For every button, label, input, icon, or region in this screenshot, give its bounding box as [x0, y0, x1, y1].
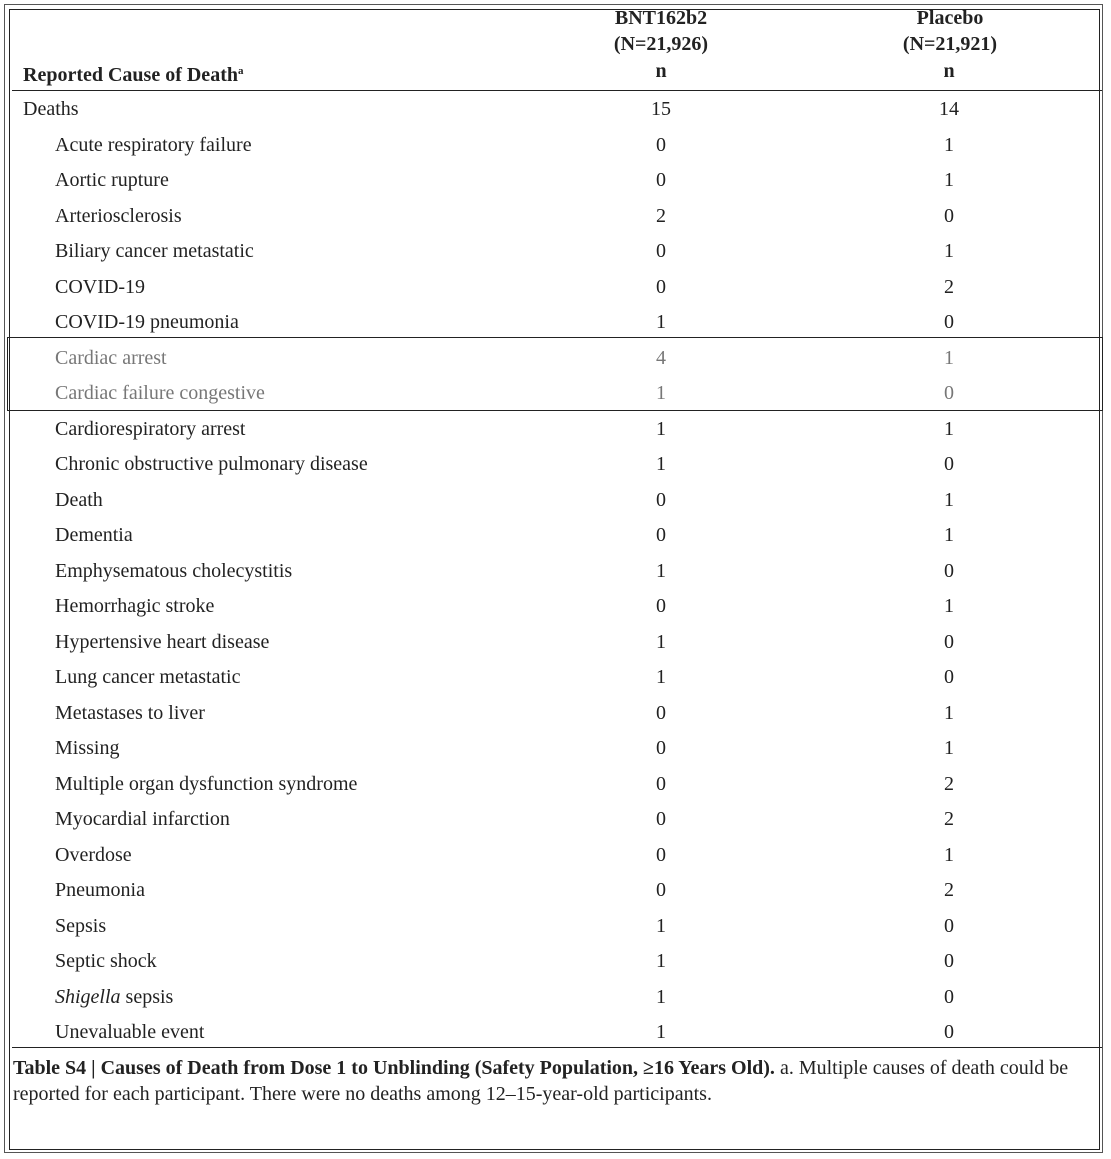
table-row: [12, 517, 1102, 552]
row-bnt162b2-count: 1: [656, 382, 666, 404]
table-row: [12, 304, 1102, 339]
table-row: [12, 1014, 1102, 1049]
row-bnt162b2-count: 1: [656, 311, 666, 333]
row-placebo-count: 1: [944, 346, 954, 369]
row-bnt162b2-count: 1: [656, 630, 666, 653]
table-row: [12, 908, 1102, 943]
row-placebo-count: 0: [944, 311, 954, 333]
row-bnt162b2-count: 0: [656, 701, 666, 724]
row-bnt162b2-count: 0: [656, 808, 666, 830]
row-cause-label: Hypertensive heart disease: [55, 630, 270, 653]
row-placebo-count: 1: [944, 169, 954, 191]
row-cause-label: Acute respiratory failure: [55, 133, 252, 156]
row-bnt162b2-count: 1: [656, 559, 666, 582]
row-bnt162b2-count: 1: [656, 1021, 666, 1043]
row-placebo-count: 1: [944, 488, 954, 511]
row-cause-label: Cardiac arrest: [55, 346, 167, 369]
row-placebo-count: 0: [944, 559, 954, 582]
row-placebo-count: 1: [944, 133, 954, 156]
table-row: [12, 553, 1102, 588]
row-placebo-count: 1: [944, 524, 954, 546]
highlight-box: [7, 337, 1103, 411]
table-row: [12, 269, 1102, 304]
row-cause-label: Sepsis: [55, 914, 107, 937]
row-cause-label: Hemorrhagic stroke: [55, 595, 215, 617]
row-bnt162b2-count: 4: [656, 346, 666, 369]
row-cause-label: Overdose: [55, 843, 132, 866]
row-bnt162b2-count: 0: [656, 488, 666, 511]
row-cause-label: Pneumonia: [55, 879, 145, 901]
row-placebo-count: 0: [944, 204, 954, 227]
row-placebo-count: 0: [944, 666, 954, 688]
caption-title: Table S4 | Causes of Death from Dose 1 to Unblinding (Safety Population, ≥16 Years Old).: [13, 1057, 775, 1079]
row-cause-label-italic: Shigella: [55, 985, 121, 1008]
table-row: [12, 659, 1102, 694]
row-placebo-count: 2: [944, 772, 954, 795]
col-header-placebo-unit: n: [943, 60, 955, 82]
table-row: [12, 943, 1102, 978]
row-placebo-count: 0: [944, 382, 954, 404]
table-row: [12, 233, 1102, 268]
table-row: [12, 588, 1102, 623]
row-cause-label: Dementia: [55, 524, 133, 546]
row-bnt162b2-count: 0: [656, 240, 666, 262]
table-row: [12, 801, 1102, 836]
table-row: [12, 766, 1102, 801]
row-cause-label: Emphysematous cholecystitis: [55, 559, 293, 582]
row-cause-label: Arteriosclerosis: [55, 204, 182, 227]
col-header-placebo: [890, 5, 1010, 57]
table-row: [12, 127, 1102, 162]
row-bnt162b2-count: 2: [656, 204, 666, 227]
row-placebo-count: 1: [944, 595, 954, 617]
row-bnt162b2-count: 0: [656, 595, 666, 617]
row-cause-label: Multiple organ dysfunction syndrome: [55, 772, 358, 795]
row-cause-label: [55, 984, 173, 1010]
row-cause-label: Metastases to liver: [55, 701, 205, 724]
row-bnt162b2-count: 0: [656, 169, 666, 191]
table-row: [12, 411, 1102, 446]
table-row: [12, 446, 1102, 481]
table-row: [12, 730, 1102, 765]
row-placebo-count: 0: [944, 985, 954, 1008]
table-row: [12, 872, 1102, 907]
table-row: [12, 198, 1102, 233]
row-bnt162b2-count: 1: [656, 453, 666, 475]
row-bnt162b2-count: 1: [656, 417, 666, 440]
row-cause-label: Chronic obstructive pulmonary disease: [55, 453, 368, 475]
row-cause-label: Aortic rupture: [55, 169, 169, 191]
row-cause-label: Unevaluable event: [55, 1021, 205, 1043]
row-bnt162b2-count: 0: [656, 843, 666, 866]
row-placebo-count: 0: [944, 453, 954, 475]
table-row: [12, 91, 1102, 126]
row-bnt162b2-count: 0: [656, 737, 666, 759]
row-cause-label: Myocardial infarction: [55, 808, 230, 830]
col-header-cause-text: Reported Cause of Death: [23, 64, 238, 86]
row-placebo-count: 2: [944, 275, 954, 298]
row-bnt162b2-count: 0: [656, 524, 666, 546]
table-row: [12, 482, 1102, 517]
row-cause-label: Death: [55, 488, 103, 511]
row-placebo-count: 2: [944, 808, 954, 830]
table-row: [12, 162, 1102, 197]
row-cause-label: COVID-19: [55, 275, 145, 298]
row-bnt162b2-count: 1: [656, 666, 666, 688]
row-cause-label: COVID-19 pneumonia: [55, 311, 239, 333]
table-row: [12, 837, 1102, 872]
row-placebo-count: 1: [944, 737, 954, 759]
row-cause-label: Cardiac failure congestive: [55, 382, 265, 404]
row-bnt162b2-count: 0: [656, 772, 666, 795]
row-placebo-count: 1: [944, 417, 954, 440]
footnote-marker: a: [237, 65, 244, 77]
row-placebo-count: 14: [939, 98, 959, 120]
col-header-bnt162b2-n: (N=21,926): [613, 33, 709, 55]
row-cause-label: Lung cancer metastatic: [55, 666, 241, 688]
col-header-cause: [23, 58, 243, 88]
row-bnt162b2-count: 1: [656, 985, 666, 1008]
col-header-bnt162b2-name: BNT162b2: [614, 7, 708, 29]
row-bnt162b2-count: 1: [656, 914, 666, 937]
row-placebo-count: 0: [944, 1021, 954, 1043]
row-bnt162b2-count: 0: [656, 879, 666, 901]
table-row: [12, 695, 1102, 730]
table-row: [12, 979, 1102, 1014]
row-cause-label: Biliary cancer metastatic: [55, 240, 254, 262]
col-header-placebo-n: (N=21,921): [902, 33, 998, 55]
row-cause-label: Deaths: [23, 98, 79, 120]
caption-rule: [12, 1047, 1102, 1048]
row-placebo-count: 0: [944, 914, 954, 937]
row-bnt162b2-count: 1: [656, 950, 666, 972]
col-header-bnt162b2: [605, 5, 717, 57]
row-placebo-count: 2: [944, 879, 954, 901]
row-cause-label-rest: sepsis: [120, 985, 174, 1008]
row-cause-label: Missing: [55, 737, 120, 759]
row-bnt162b2-count: 15: [651, 98, 671, 120]
row-placebo-count: 0: [944, 950, 954, 972]
row-cause-label: Cardiorespiratory arrest: [55, 417, 246, 440]
table-caption: [13, 1055, 1098, 1107]
row-placebo-count: 1: [944, 240, 954, 262]
col-header-placebo-name: Placebo: [916, 7, 984, 29]
row-cause-label: Septic shock: [55, 950, 157, 972]
table-row: [12, 624, 1102, 659]
row-placebo-count: 1: [944, 843, 954, 866]
row-bnt162b2-count: 0: [656, 133, 666, 156]
col-header-bnt162b2-unit: n: [655, 60, 667, 82]
row-bnt162b2-count: 0: [656, 275, 666, 298]
row-placebo-count: 0: [944, 630, 954, 653]
caption-note: a. Multiple causes of death could be reported for each participant. There were no deaths among 12–15-year-old participants.: [13, 1057, 1069, 1105]
row-placebo-count: 1: [944, 701, 954, 724]
